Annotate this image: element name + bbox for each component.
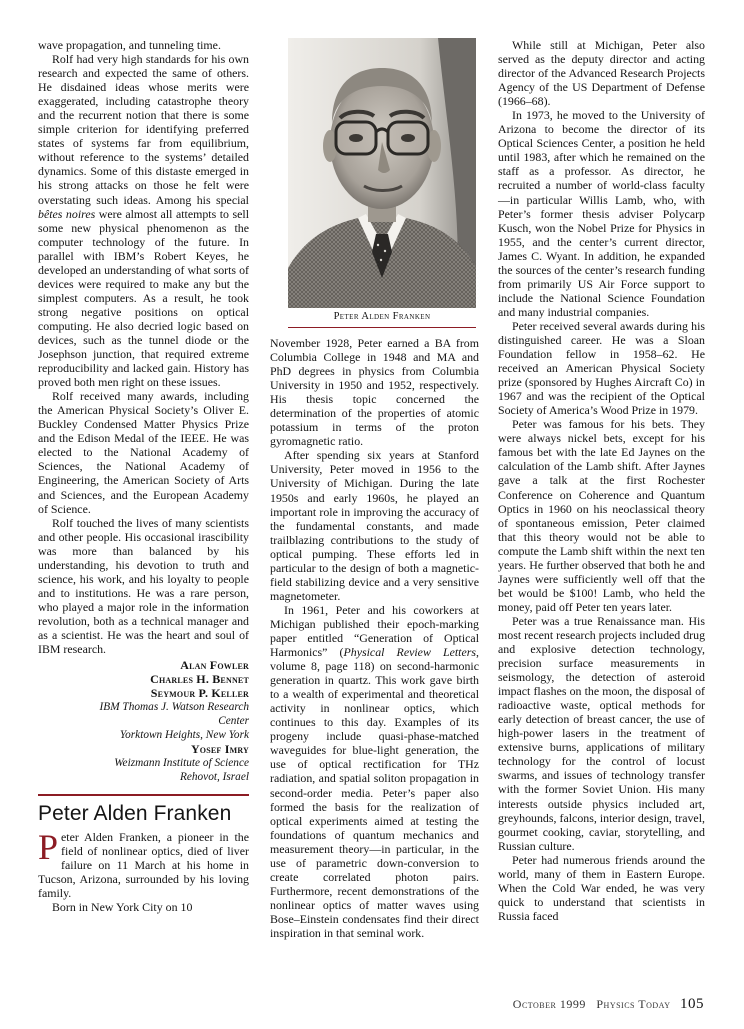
author-name: Charles H. Bennet <box>150 672 249 687</box>
paragraph: Peter was a true Renaissance man. His most recent research projects included drug and explosive detection technology, precision surface measurements in seismology, the detection of asteroid impact flashes on the moon, the disposal of radioactive waste, optical methods for early detection of breast cancer, the use of high-power lasers in the treatment of extensive burns, applications of military technology for the control of locust swarms, and issues of technology transfer with the former Soviet Union. His many interests outside physics included art, greyhounds, falcons, interior design, travel, gourmet cooking, caviar, storytelling, and Russian culture. <box>498 613 706 853</box>
paragraph: Peter Alden Franken, a pioneer in the field of nonlinear optics, died of liver failure on 11 March at his home in Tucson, Arizona, surrounded by his loving family. <box>38 827 249 901</box>
author-affiliation: Center <box>218 715 249 728</box>
page-footer <box>513 996 704 1013</box>
magazine-name: Physics Today <box>596 997 671 1011</box>
author-affiliation: IBM Thomas J. Watson Research <box>99 701 249 714</box>
paragraph: In 1973, he moved to the University of Arizona to become the director of its Optical Sciences Center, a position he held until 1983, after which he remained on the staff as a professor. As director, he recruited a number of world-class faculty—in particular Willis Lamb, who, with Peter’s former thesis adviser Polycarp Kusch, won the Nobel Prize for Physics in 1955, and the center’s current director, James C. Wyant. In addition, he expanded the sources of the center’s research funding from primarily US Air Force support to include the National Science Foundation and many industrial companies. <box>498 108 705 319</box>
section-divider <box>38 794 249 796</box>
portrait-photo <box>288 38 476 308</box>
column-1 <box>38 38 249 914</box>
author-name: Yosef Imry <box>190 742 249 757</box>
photo-caption: Peter Alden Franken <box>333 311 431 322</box>
author-name: Alan Fowler <box>180 658 249 673</box>
signature-block <box>38 658 249 784</box>
paragraph: While still at Michigan, Peter also served as the deputy director and acting director of the Advanced Research Projects Agency of the US Department of Defense (1966–68). <box>498 38 705 109</box>
paragraph: In 1961, Peter and his coworkers at Michigan published their epoch-marking paper entitled “Generation of Optical Harmonics” (Physical Review Letters, volume 8, page 118) on second-harmonic generation in quartz. This work gave birth to a wealth of experimental and theoretical activity in nonlinear optics, which continues to this day. Examples of its progeny include quasi-phase-matched waveguides for blue-light generation, the use of optical rectification for THz radiation, and spatial soliton propagation in second-order media. Peter’s paper also formed the basis for the realization of optical experiments aimed at testing the foundations of quantum mechanics and measurement theory—in particular, in the use of parametric down-conversion to create correlated photon pairs. Furthermore, recent demonstrations of the nonlinear optics of matter waves using Bose–Einstein condensates find their direct inspiration in that seminal work. <box>270 602 479 940</box>
author-location: Rehovot, Israel <box>179 771 249 784</box>
paragraph: November 1928, Peter earned a BA from Columbia College in 1948 and MA and PhD degrees in physics from Columbia University in 1950 and 1952, respectively. His thesis topic concerned the determination of the properties of atomic potassium in terms of the proton gyromagnetic ratio. <box>270 336 479 449</box>
paragraph: Rolf touched the lives of many scientists and other people. His occasional irascibility was more than balanced by his understanding, his devotion to truth and science, his work, and his loyalty to people and to institutions. He was a rare person, who played a major role in the information revolution, both as a technical manager and as a scientist. He was the heart and soul of IBM research. <box>38 515 249 657</box>
paragraph: Peter received several awards during his distinguished career. He was a Sloan Foundation fellow in 1958–62. He received an American Physical Society prize (sponsored by Hughes Aircraft Co) in 1967 and was the recipient of the Optical Society of America’s Wood Prize in 1979. <box>498 318 705 418</box>
paragraph: After spending six years at Stanford University, Peter moved in 1956 to the University of Michigan. During the late 1950s and early 1960s, he played an important role in improving the accuracy of the fundamental constants, and made trailblazing contributions to the study of optical pumping. These efforts led in particular to the design of both a magnetic-field stabilizing device and a very sensitive magnetometer. <box>270 448 479 603</box>
paragraph: Peter had numerous friends around the world, many of them in Eastern Europe. When the Cold War ended, he was very quick to understand that scientists in Russia faced <box>498 852 705 923</box>
paragraph: wave propagation, and tunneling time. <box>38 38 221 52</box>
paragraph: Born in New York City on 10 <box>52 900 193 915</box>
author-affiliation: Weizmann Institute of Science <box>114 757 249 770</box>
paragraph: Rolf had very high standards for his own research and expected the same of others. He disdained ideas whose merits were exaggerated, including catastrophe theory and the recurrent notion that there is some simple criterion for identifying preferred states of systems far from equilibrium, without reference to the systems’ detailed dynamics. Some of this distaste emerged in his strong attacks on those he felt were overstating such ideas. Among his special bêtes noires were almost all attempts to sell some new physical phenomenon as the computer technology of the future. In parallel with IBM’s Robert Keyes, he developed an understanding of what sorts of devices were required to make any but the simplest computers. As a result, he took strong negative positions on optical computing. He also decried logic based on devices, such as the tunnel diode or the Josephson junction, that required extreme reproducibility and lacked gain. History has proved both men right on these issues. <box>38 52 249 390</box>
paragraph: Rolf received many awards, including the American Physical Society’s Oliver E. Buckley Condensed Matter Physics Prize and the Edison Medal of the IEEE. He was elected to the National Academy of Sciences, the National Academy of Engineering, the American Society of Arts and Sciences, and the European Academy of Science. <box>38 389 249 516</box>
paragraph: Peter was famous for his bets. They were always nickel bets, except for his famous bet with the late Ed Jaynes on the calculation of the Lamb shift. After Jaynes gave a talk at the first Rochester Conference on Coherence and Quantum Optics in 1960 on his neoclassical theory of spontaneous emission, Peter claimed that this theory would not be able to compute the Lamb shift within the next ten years. He further observed that both he and Jaynes were sufficiently well off that the bet would be $100! Lamb, who held the money, paid off Peter ten years later. <box>498 417 705 614</box>
author-location: Yorktown Heights, New York <box>119 729 249 742</box>
author-name: Seymour P. Keller <box>150 686 249 701</box>
column-2 <box>270 336 479 940</box>
page-number: 105 <box>680 996 704 1012</box>
portrait-illustration <box>288 38 476 308</box>
obituary-title: Peter Alden Franken <box>38 802 232 826</box>
issue-date: October 1999 <box>512 997 586 1011</box>
caption-divider <box>288 327 476 328</box>
column-3 <box>498 38 705 923</box>
drop-cap: P <box>38 827 59 868</box>
